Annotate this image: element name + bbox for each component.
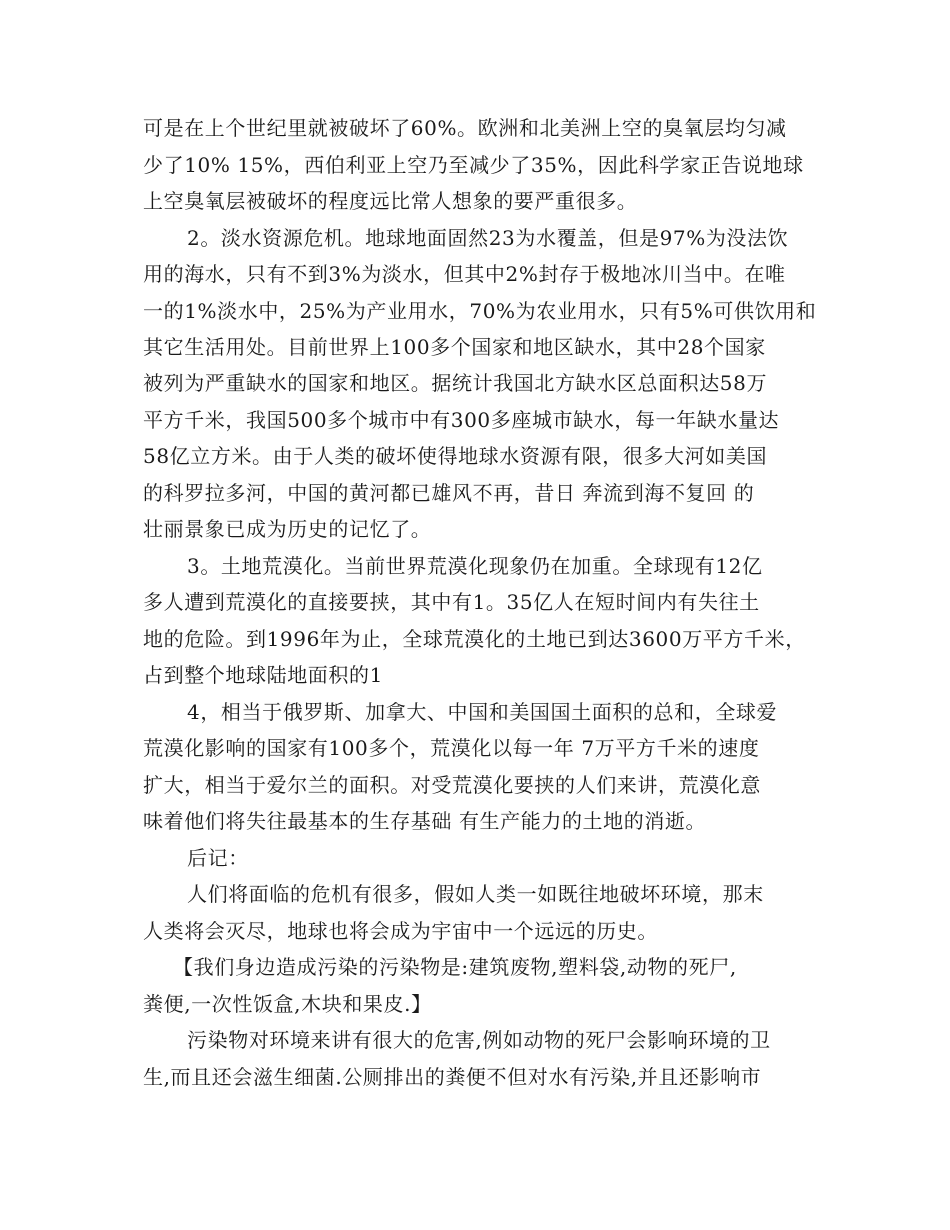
text-line: 其它生活用处。目前世界上100多个国家和地区缺水，其中28个国家 [143,335,766,359]
text-line: 用的海水，只有不到3%为淡水，但其中2%封存于极地冰川当中。在唯 [143,262,786,286]
text-line: 扩大，相当于爱尔兰的面积。对受荒漠化要挟的人们来讲，荒漠化意 [143,773,761,797]
text-line: 壮丽景象已成为历史的记忆了。 [143,517,432,541]
text-line: 人类将会灭尽，地球也将会成为宇宙中一个远远的历史。 [143,919,658,943]
text-line: 上空臭氧层被破坏的程度远比常人想象的要严重很多。 [143,189,638,213]
text-line: 人们将面临的危机有很多，假如人类一如既往地破坏环境，那末 [187,882,764,906]
text-line: 平方千米，我国500多个城市中有300多座城市缺水，每一年缺水量达 [143,408,780,432]
text-line: 2。淡水资源危机。地球地面固然23为水覆盖，但是97%为没法饮 [187,226,789,250]
text-line: 味着他们将失往最基本的生存基础 有生产能力的土地的消逝。 [143,809,707,833]
text-line: 【我们身边造成污染的污染物是:建筑废物,塑料袋,动物的死尸, [173,955,737,979]
text-line: 3。土地荒漠化。当前世界荒漠化现象仍在加重。全球现有12亿 [187,554,763,578]
text-line: 污染物对环境来讲有很大的危害,例如动物的死尸会影响环境的卫 [187,1028,771,1052]
text-line: 的科罗拉多河，中国的黄河都已雄风不再，昔日 奔流到海不复回 的 [143,481,755,505]
text-line: 一的1%淡水中，25%为产业用水，70%为农业用水，只有5%可供饮用和 [143,299,817,323]
section-heading: 后记： [187,846,249,870]
text-line: 多人遭到荒漠化的直接要挟，其中有1。35亿人在短时间内有失往土 [143,590,760,614]
text-line: 生,而且还会滋生细菌.公厕排出的粪便不但对水有污染,并且还影响市 [143,1065,762,1089]
text-line: 4，相当于俄罗斯、加拿大、中国和美国国土面积的总和，全球爱 [187,700,778,724]
text-line: 可是在上个世纪里就被破坏了60%。欧洲和北美洲上空的臭氧层均匀减 [143,116,787,140]
text-line: 地的危险。到1996年为止，全球荒漠化的土地已到达3600万平方千米， [143,627,806,651]
text-line: 58亿立方米。由于人类的破坏使得地球水资源有限，很多大河如美国 [143,444,768,468]
text-line: 粪便,一次性饭盒,木块和果皮.】 [143,992,432,1016]
text-line: 被列为严重缺水的国家和地区。据统计我国北方缺水区总面积达58万 [143,371,768,395]
text-line: 荒漠化影响的国家有100多个，荒漠化以每一年 7万平方千米的速度 [143,736,760,760]
text-line: 占到整个地球陆地面积的1 [143,663,383,687]
text-line: 少了10% 15%，西伯利亚上空乃至减少了35%，因此科学家正告说地球 [143,153,804,177]
